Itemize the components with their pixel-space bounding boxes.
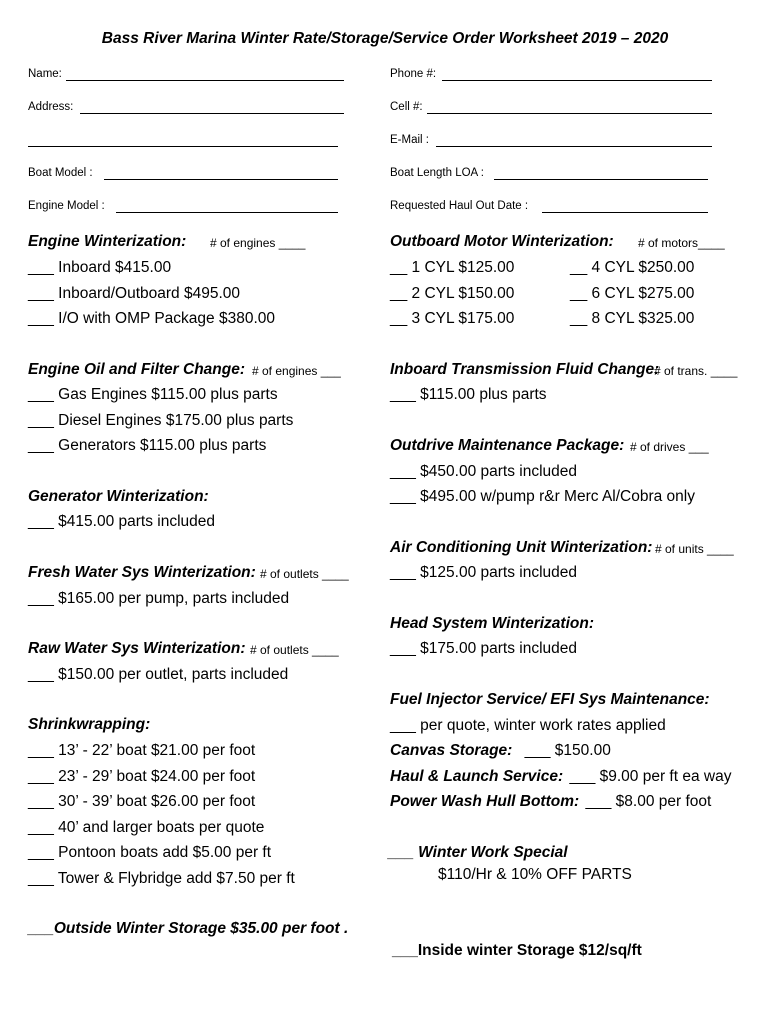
boat-model-label: Boat Model : [28,167,93,179]
shrinkwrap-item-13-22: ___ 13’ - 22’ boat $21.00 per foot [28,742,256,759]
cell-field[interactable] [427,113,712,114]
boat-model-field[interactable] [104,179,338,180]
outboard-item-4cyl: __ 4 CYL $250.00 [570,259,695,276]
canvas-storage-row [390,742,611,760]
fresh-water-heading: Fresh Water Sys Winterization: [28,564,256,581]
outside-storage-line: ___Outside Winter Storage $35.00 per foot . [28,920,349,937]
fresh-water-outlet-count-label: # of outlets ____ [260,567,349,581]
drive-count-label: # of drives ___ [630,440,709,454]
phone-field[interactable] [442,80,712,81]
transmission-heading: Inboard Transmission Fluid Change: [390,361,660,378]
power-wash-label: Power Wash Hull Bottom: [390,793,580,810]
outdrive-item-parts: ___ $450.00 parts included [390,463,578,480]
oil-item-generators: ___ Generators $115.00 plus parts [28,437,267,454]
head-system-heading: Head System Winterization: [390,615,594,632]
air-conditioning-heading: Air Conditioning Unit Winterization: [390,539,653,556]
shrinkwrap-item-30-39: ___ 30’ - 39’ boat $26.00 per foot [28,793,256,810]
shrinkwrap-item-tower: ___ Tower & Flybridge add $7.50 per ft [28,870,295,887]
boat-length-field[interactable] [494,179,708,180]
air-conditioning-item: ___ $125.00 parts included [390,564,578,581]
transmission-item: ___ $115.00 plus parts [390,386,547,403]
raw-water-outlet-count-label: # of outlets ____ [250,643,339,657]
email-field[interactable] [436,146,712,147]
generator-item: ___ $415.00 parts included [28,513,216,530]
boat-length-label: Boat Length LOA : [390,167,484,179]
outboard-item-3cyl: __ 3 CYL $175.00 [390,310,515,327]
shrinkwrap-item-40-plus: ___ 40’ and larger boats per quote [28,819,265,836]
name-label: Name: [28,68,62,80]
fuel-injector-heading: Fuel Injector Service/ EFI Sys Maintenance: [390,691,710,708]
page-title: Bass River Marina Winter Rate/Storage/Service Order Worksheet 2019 – 2020 [101,30,669,47]
engine-winterization-heading: Engine Winterization: [28,233,187,250]
canvas-storage-value: ___ $150.00 [524,742,611,759]
inside-storage-line: ___Inside winter Storage $12/sq/ft [392,942,642,959]
shrinkwrap-item-23-29: ___ 23’ - 29’ boat $24.00 per foot [28,768,256,785]
power-wash-value: ___ $8.00 per foot [585,793,712,810]
email-label: E-Mail : [390,134,429,146]
outboard-item-1cyl: __ 1 CYL $125.00 [390,259,515,276]
address-line-2-field[interactable] [28,146,338,147]
power-wash-row [390,793,711,811]
raw-water-item: ___ $150.00 per outlet, parts included [28,666,289,683]
raw-water-heading: Raw Water Sys Winterization: [28,640,246,657]
haul-out-label: Requested Haul Out Date : [390,200,529,212]
fresh-water-item: ___ $165.00 per pump, parts included [28,590,290,607]
winter-special-detail: $110/Hr & 10% OFF PARTS [438,866,632,883]
cell-label: Cell #: [390,101,423,113]
outboard-item-6cyl: __ 6 CYL $275.00 [570,285,695,302]
haul-out-field[interactable] [542,212,708,213]
shrinkwrap-item-pontoon: ___ Pontoon boats add $5.00 per ft [28,844,272,861]
address-field[interactable] [80,113,344,114]
address-label: Address: [28,101,74,113]
haul-launch-value: ___ $9.00 per ft ea way [569,768,732,785]
haul-launch-label: Haul & Launch Service: [390,768,564,785]
oil-item-diesel: ___ Diesel Engines $175.00 plus parts [28,412,294,429]
outdrive-heading: Outdrive Maintenance Package: [390,437,625,454]
head-system-item: ___ $175.00 parts included [390,640,578,657]
canvas-storage-label: Canvas Storage: [390,742,513,759]
transmission-count-label: # of trans. ____ [654,364,738,378]
name-field[interactable] [66,80,344,81]
outdrive-item-pump: ___ $495.00 w/pump r&r Merc Al/Cobra only [390,488,695,505]
shrinkwrapping-heading: Shrinkwrapping: [28,716,151,733]
oil-engine-count-label: # of engines ___ [252,364,341,378]
fuel-injector-item: ___ per quote, winter work rates applied [390,717,666,734]
outboard-item-2cyl: __ 2 CYL $150.00 [390,285,515,302]
outboard-item-8cyl: __ 8 CYL $325.00 [570,310,695,327]
engine-count-label: # of engines ____ [210,236,306,250]
outboard-winterization-heading: Outboard Motor Winterization: [390,233,614,250]
phone-label: Phone #: [390,68,437,80]
oil-item-gas: ___ Gas Engines $115.00 plus parts [28,386,278,403]
engine-model-field[interactable] [116,212,338,213]
engine-model-label: Engine Model : [28,200,105,212]
motor-count-label: # of motors____ [638,236,725,250]
haul-launch-row [390,768,731,786]
unit-count-label: # of units ____ [655,542,734,556]
oil-filter-heading: Engine Oil and Filter Change: [28,361,246,378]
engine-item-io-omp: ___ I/O with OMP Package $380.00 [28,310,276,327]
generator-heading: Generator Winterization: [28,488,209,505]
engine-item-inboard-outboard: ___ Inboard/Outboard $495.00 [28,285,241,302]
engine-item-inboard: ___ Inboard $415.00 [28,259,172,276]
winter-special-heading: ___ Winter Work Special [388,844,568,861]
